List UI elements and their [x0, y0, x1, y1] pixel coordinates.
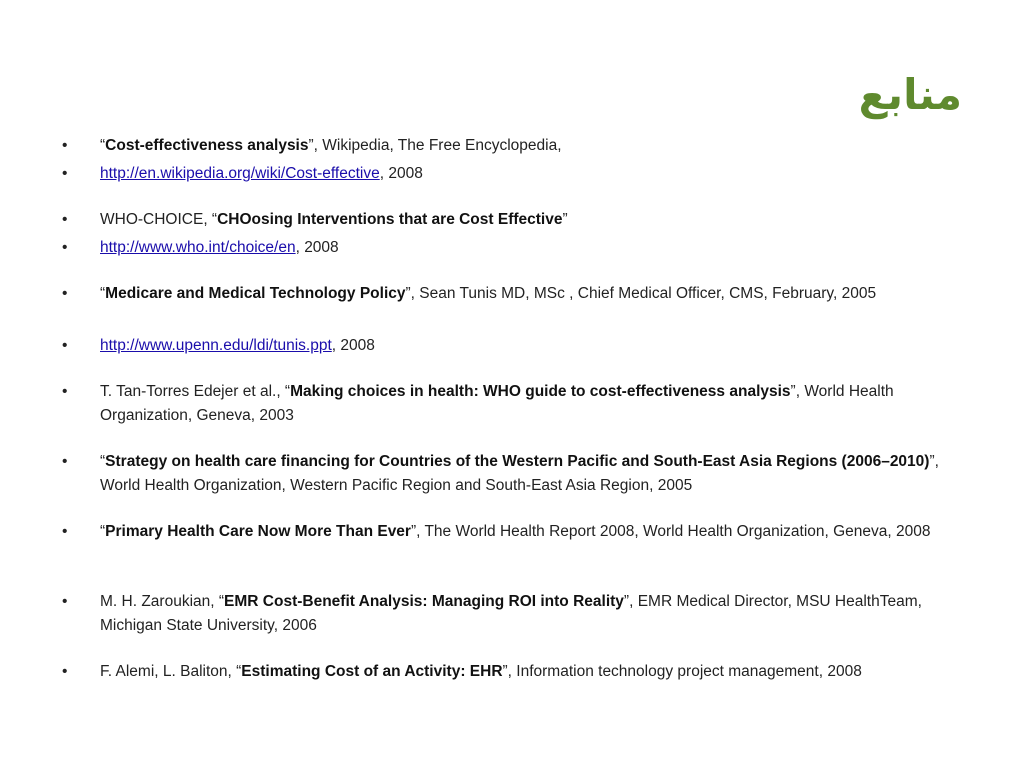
bullet: •: [62, 137, 68, 154]
reference-title: Cost-effectiveness analysis: [105, 137, 309, 154]
reference-details: ”, Information technology project management, 2008: [502, 663, 862, 680]
bullet: •: [62, 523, 68, 540]
bullet: •: [62, 663, 68, 680]
reference-text: [100, 282, 962, 306]
bullet: •: [62, 593, 68, 610]
reference-title: Estimating Cost of an Activity: EHR: [241, 663, 503, 680]
reference-title: Making choices in health: WHO guide to cost-effectiveness analysis: [290, 383, 791, 400]
bullet: •: [62, 165, 68, 182]
reference-text: [100, 380, 962, 428]
reference-title: Strategy on health care financing for Countries of the Western Pacific and South-East Asia Regions (2006–2010): [105, 453, 930, 470]
bullet: •: [62, 285, 68, 302]
reference-link[interactable]: http://www.upenn.edu/ldi/tunis.ppt: [100, 337, 332, 354]
reference-text: [100, 450, 962, 498]
reference-prefix: WHO-CHOICE, “: [100, 211, 218, 228]
open-quote: “: [100, 523, 106, 540]
reference-title: Medicare and Medical Technology Policy: [105, 285, 406, 302]
bullet: •: [62, 337, 68, 354]
reference-details: , 2008: [331, 337, 375, 354]
reference-text: [100, 520, 962, 544]
open-quote: “: [100, 137, 106, 154]
reference-details: ”, Sean Tunis MD, MSc , Chief Medical Officer, CMS, February, 2005: [405, 285, 877, 302]
reference-details: ”: [562, 211, 568, 228]
reference-details: ”, World Health Organization, Western Pacific Region and South-East Asia Region, 2005: [100, 453, 939, 494]
reference-text: [100, 660, 962, 684]
reference-text: [100, 208, 962, 232]
reference-text: [100, 162, 962, 186]
reference-text: [100, 236, 962, 260]
reference-details: , 2008: [379, 165, 423, 182]
slide-title: منابع: [858, 70, 962, 119]
reference-title: Primary Health Care Now More Than Ever: [105, 523, 411, 540]
reference-title: CHOosing Interventions that are Cost Effective: [217, 211, 563, 228]
reference-text: [100, 134, 962, 158]
reference-link[interactable]: http://www.who.int/choice/en: [100, 239, 296, 256]
bullet: •: [62, 453, 68, 470]
open-quote: “: [100, 285, 106, 302]
reference-details: ”, The World Health Report 2008, World Health Organization, Geneva, 2008: [410, 523, 931, 540]
reference-prefix: F. Alemi, L. Baliton, “: [100, 663, 242, 680]
reference-prefix: M. H. Zaroukian, “: [100, 593, 225, 610]
reference-link[interactable]: http://en.wikipedia.org/wiki/Cost-effective: [100, 165, 380, 182]
bullet: •: [62, 239, 68, 256]
reference-details: , 2008: [295, 239, 339, 256]
reference-details: ”, Wikipedia, The Free Encyclopedia,: [308, 137, 562, 154]
bullet: •: [62, 383, 68, 400]
reference-prefix: T. Tan-Torres Edejer et al., “: [100, 383, 291, 400]
reference-details: ”, World Health Organization, Geneva, 2003: [100, 383, 894, 424]
reference-prefix: “: [100, 453, 106, 470]
reference-text: [100, 334, 962, 358]
reference-title: EMR Cost-Benefit Analysis: Managing ROI into Reality: [224, 593, 624, 610]
bullet: •: [62, 211, 68, 228]
reference-details: ”, EMR Medical Director, MSU HealthTeam, Michigan State University, 2006: [100, 593, 922, 634]
reference-text: [100, 590, 962, 638]
